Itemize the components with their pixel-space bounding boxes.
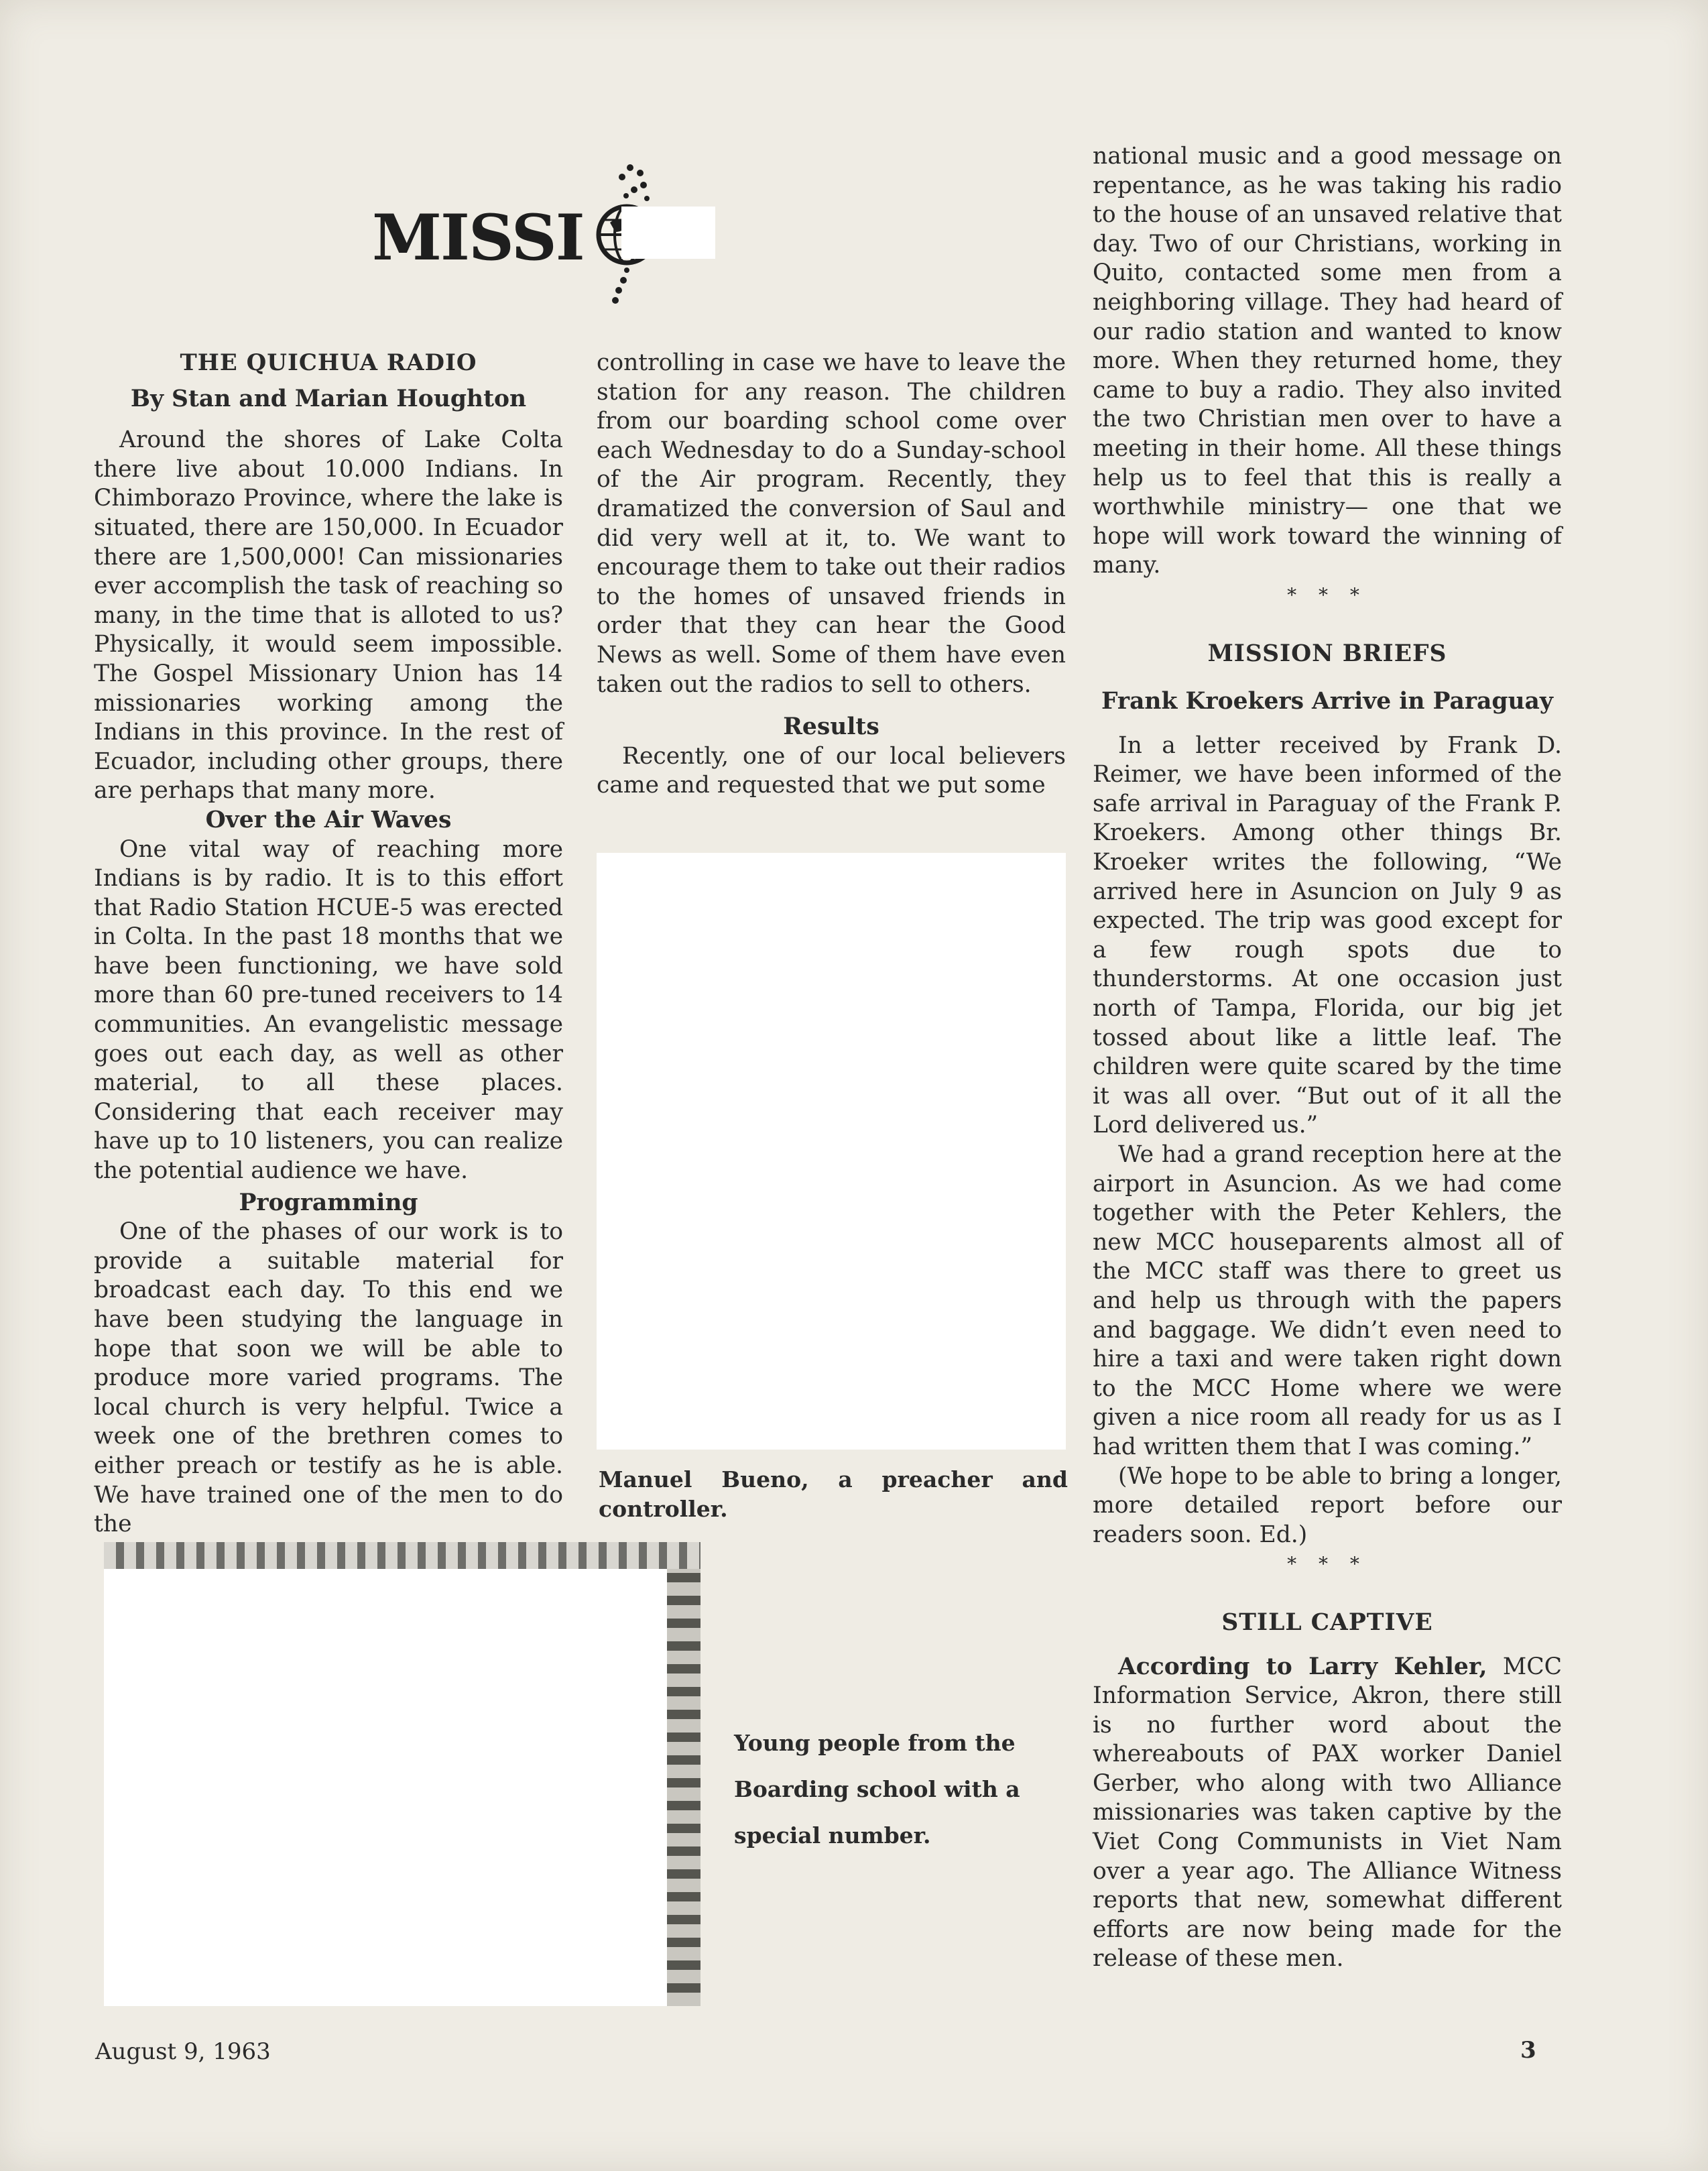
masthead-redaction [621,207,715,259]
section-heading-programming: Programming [239,1189,418,1216]
column-3 [1093,142,1562,1974]
column-2 [597,349,1066,801]
page-number: 3 [1520,2037,1536,2064]
captive-paragraph [1093,1653,1562,1975]
article-intro: Around the shores of Lake Colta there live about 10.000 Indians. In Chimborazo Province, where the lake is situated, there are 150,000. In Ecuador there are 1,500,000! Can missionaries ever accomplish the task of reaching so many, in the time that is alloted to us? Physically, it would seem impossible. The Gospel Missionary Union has 14 missionaries working among the Indians in this province. In the rest of Ecuador, including other groups, there are perhaps that many more. [94,426,563,805]
article-col2-continuation: controlling in case we have to leave the station for any reason. The children from our boarding school come over each Wednesday to do a Sunday-school of the Air program. Recently, they dramatized the conversion of Saul and did very well at it, to. We want to encourage them to take out their radios to the homes of unsaved friends in order that they can hear the Good News as well. Some of them have even taken out the radios to sell to others. [597,349,1066,698]
section-heading-air-waves: Over the Air Waves [205,806,452,833]
article-byline: By Stan and Marian Houghton [130,385,527,412]
young-people-photo [104,1542,700,2006]
masthead [372,153,721,314]
photo-redaction [104,1569,667,2006]
kroeker-paragraph-3: (We hope to be able to bring a longer, more detailed report before our readers soon. Ed.) [1093,1462,1562,1548]
captive-text: MCC Information Service, Akron, there still is no further word about the whereabouts of PAX worker Daniel Gerber, who along with two Alliance missionaries was taken captive by the Viet Cong Communists in Viet Nam over a year ago. The Alliance Witness reports that new, somewhat different efforts are now being made for the release of these men. [1093,1653,1562,1973]
article-section2: One of the phases of our work is to provide a suitable material for broadcast each day. To this end we have been studying the language in hope that soon we will be able to produce more varied programs. The local church is very helpful. Twice a week one of the brethren comes to either preach or testify as he is able. We have trained one of the men to do the [94,1218,563,1538]
footer-date: August 9, 1963 [95,2038,271,2065]
controller-caption: Manuel Bueno, a preacher and controller. [599,1466,1068,1522]
captive-lead: According to Larry Kehler, [1118,1653,1487,1680]
captive-title: STILL CAPTIVE [1221,1608,1433,1636]
kroeker-paragraph-1: In a letter received by Frank D. Reimer, we have been informed of the safe arrival in Paraguay of the Frank P. Kroekers. Among other things Br. Kroeker writes the following, “We arrived here in Asuncion on July 9 as expected. The trip was good except for a few rough spots due to thunderstorms. At one occasion just north of Tampa, Florida, our big jet tossed about like a little leaf. The children were quite scared by the time it was all over. “But out of it all the Lord delivered us.” [1093,731,1562,1139]
article-col3-continuation: national music and a good message on repentance, as he was taking his radio to the house of an unsaved relative that day. Two of our Christians, working in Quito, contacted some men from a neighboring village. They had heard of our radio station and wanted to know more. When they returned home, they came to buy a radio. They also invited the two Christian men over to have a meeting in their home. All these things help us to feel that this is really a worthwhile ministry— one that we hope will work toward the winning of many. [1093,143,1562,579]
masthead-text: MISSI [372,201,584,275]
separator-stars-1: * * * [1287,583,1367,606]
article-title: THE QUICHUA RADIO [180,349,477,376]
kroeker-title: Frank Kroekers Arrive in Paraguay [1101,688,1553,715]
briefs-heading: MISSION BRIEFS [1207,640,1447,667]
controller-photo [597,853,1066,1450]
kroeker-paragraph-2: We had a grand reception here at the airport in Asuncion. As we had come together with the Peter Kehlers, the new MCC houseparents almost all of the MCC staff was there to greet us and help us through with the papers and baggage. We didn’t even need to hire a taxi and were taken right down to the MCC Home where we were given a nice room all ready for us as I had written them that I was coming.” [1093,1141,1562,1460]
section-heading-results: Results [783,713,879,741]
young-people-caption: Young people from the Boarding school with a special number. [734,1730,1020,1849]
column-1 [94,349,563,1539]
separator-stars-2: * * * [1287,1553,1367,1576]
article-section3: Recently, one of our local believers came and requested that we put some [597,742,1066,799]
article-section1: One vital way of reaching more Indians is by radio. It is to this effort that Radio Station HCUE-5 was erected in Colta. In the past 18 months that we have been functioning, we have sold more than 60 pre-tuned receivers to 14 communities. An evangelistic message goes out each day, as well as other material, to all these places. Considering that each receiver may have up to 10 listeners, you can realize the potential audience we have. [94,835,563,1185]
